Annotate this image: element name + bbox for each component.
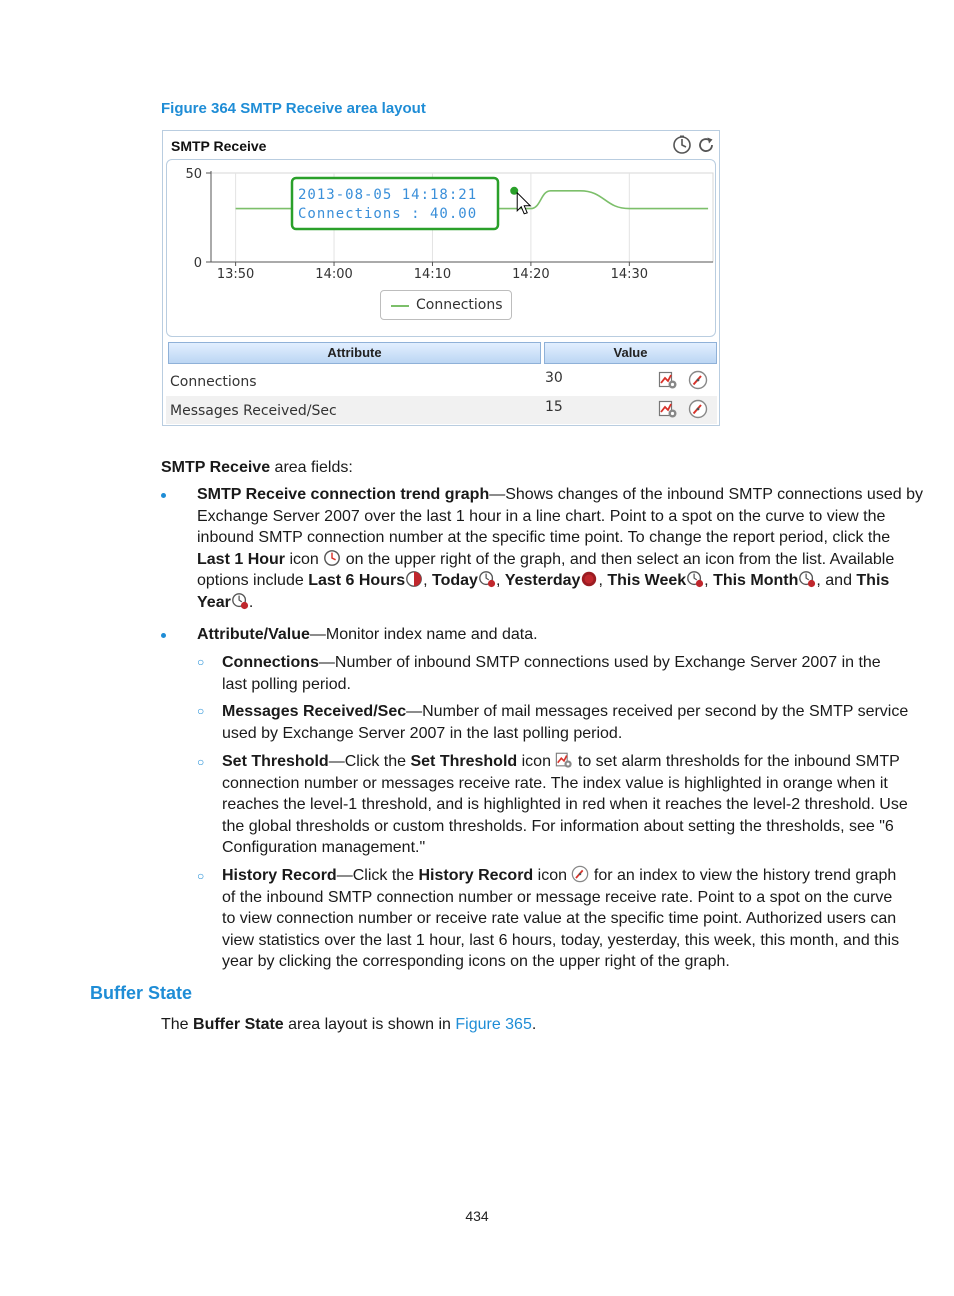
history-record-icon[interactable] [688,370,708,390]
figure-caption: Figure 364 SMTP Receive area layout [161,100,426,117]
text-line: connection number or messages receive rate. The index value is highlighted in orange when it [222,774,888,792]
text-fragment: —Click the [336,867,419,884]
term-buffer-state: Buffer State [193,1016,284,1033]
term-this-month: This Month [713,572,799,589]
term-set-threshold: Set Threshold [222,753,329,770]
chart-panel [166,159,716,337]
x-tick-label: 14:20 [512,267,550,282]
term-year: Year [197,593,231,611]
term-this: This [856,572,890,589]
header-attribute[interactable]: Attribute [168,342,541,364]
buffer-state-paragraph [161,1014,536,1036]
term-trend-graph: SMTP Receive connection trend graph [197,486,490,503]
text-fragment: options include [197,572,309,589]
text-fragment: icon [285,550,324,568]
term-set-threshold: Set Threshold [410,753,518,770]
this-week-icon [686,570,704,588]
last-1-hour-icon[interactable] [672,135,692,155]
last-1-hour-icon [323,549,341,567]
text-fragment: icon [533,867,572,884]
y-tick-label: 50 [185,167,202,182]
term-history-record: History Record [418,867,534,884]
text-fragment: , and [816,572,857,589]
text-line: used by Exchange Server 2007 in the last polling period. [222,724,623,742]
term-yesterday: Yesterday [504,572,581,589]
this-year-icon [231,592,249,610]
text-fragment: —Number of inbound SMTP connections used by Exchange Server 2007 in the [318,654,881,671]
smtp-receive-widget [162,130,720,426]
intro-text: area fields: [270,459,353,476]
intro-bold: SMTP Receive [161,459,271,476]
text-line: year by clicking the corresponding icons on the upper right of the graph. [222,953,730,970]
text-line: view statistics over the last 1 hour, last 6 hours, today, yesterday, this week, this month, and this [222,931,900,949]
sub-bullet-history-record [222,865,899,973]
attribute-cell: Messages Received/Sec [170,403,337,419]
text-line: Exchange Server 2007 over the last 1 hour in a line chart. Point to a spot on the curve to view the [197,507,886,525]
text-fragment: , [704,572,714,589]
sub-bullet-messages [222,701,908,744]
text-fragment: . [531,1016,537,1033]
legend-label: Connections [416,297,503,313]
text-fragment: for an index to view the history trend graph [589,867,897,884]
text-fragment: to set alarm thresholds for the inbound SMTP [573,753,900,770]
sub-bullet-connections [222,652,881,695]
figure-365-link[interactable]: Figure 365 [455,1016,532,1033]
y-tick-label: 0 [193,256,202,271]
chart-tooltip [292,178,530,229]
value-cell: 15 [545,399,563,415]
sub-bullet: ○ [197,704,205,718]
intro-paragraph [161,457,353,479]
table-row [166,396,717,424]
term-last-6-hours: Last 6 Hours [308,572,406,589]
legend-swatch [391,305,409,307]
widget-title: SMTP Receive [171,138,267,154]
set-threshold-icon [555,751,573,769]
section-heading-buffer-state: Buffer State [90,983,193,1003]
last-6-hours-icon [405,570,423,588]
text-line: to view connection number or receive rate value at the specific time point. Authorized users can [222,910,897,927]
this-month-icon [798,570,816,588]
attribute-cell: Connections [170,374,257,390]
text-fragment: , [495,572,505,589]
term-this-week: This Week [607,572,687,589]
sub-bullet: ○ [197,869,205,883]
bullet [161,633,166,638]
text-line: last polling period. [222,675,351,693]
sub-bullet: ○ [197,655,205,669]
chart-legend[interactable] [380,290,512,320]
tooltip-time: 2013-08-05 14:18:21 [298,187,478,203]
term-last-1-hour: Last 1 Hour [197,550,286,568]
value-cell: 30 [545,370,563,386]
page-number: 434 [465,1208,489,1224]
term-connections: Connections [222,654,319,671]
term-today: Today [432,572,478,589]
text-fragment: —Click the [328,753,411,770]
text-fragment: icon [517,753,556,770]
text-fragment: . [248,593,254,611]
sub-bullet: ○ [197,755,205,769]
text-fragment: The [161,1016,194,1033]
term-messages-received: Messages Received/Sec [222,703,407,720]
x-tick-label: 14:30 [610,267,649,282]
today-icon [478,570,496,588]
text-line: Configuration management." [222,839,426,856]
text-line: —Shows changes of the inbound SMTP connections used by [489,486,923,503]
history-record-icon[interactable] [688,399,708,419]
history-record-icon [571,865,589,883]
table-row [166,367,717,395]
text-line: of the inbound SMTP connection number or message receive rate. Point to a spot on the curve [222,888,893,906]
x-tick-label: 13:50 [216,267,255,282]
text-fragment: on the upper right of the graph, and then select an icon from the list. Available [341,550,895,568]
header-value[interactable]: Value [544,342,717,364]
set-threshold-icon[interactable] [658,370,678,390]
text-fragment: area layout is shown in [283,1016,456,1033]
sub-bullet-set-threshold [222,751,908,859]
bullet-attribute-value [197,624,538,646]
text-fragment: , [423,572,432,589]
text-fragment: —Monitor index name and data. [309,626,538,643]
text-line: inbound SMTP connection number at the specific time point. To change the report period, click the [197,529,891,546]
term-history-record: History Record [222,867,337,884]
bullet [161,493,166,498]
tooltip-value: Connections : 40.00 [298,206,478,222]
x-tick-label: 14:00 [315,267,353,282]
text-line: reaches the level-1 threshold, and is highlighted in red when it reaches the level-2 threshold. Use [222,796,908,813]
text-line: the global thresholds or custom thresholds. For information about setting the thresholds, see "6 [222,817,894,835]
term-attribute-value: Attribute/Value [197,626,310,643]
text-fragment: —Number of mail messages received per second by the SMTP service [406,703,909,720]
text-fragment: , [598,572,608,589]
x-tick-label: 14:10 [413,267,452,282]
refresh-icon[interactable] [696,135,716,155]
set-threshold-icon[interactable] [658,399,678,419]
bullet-trend-graph [197,484,923,613]
yesterday-icon [580,570,598,588]
